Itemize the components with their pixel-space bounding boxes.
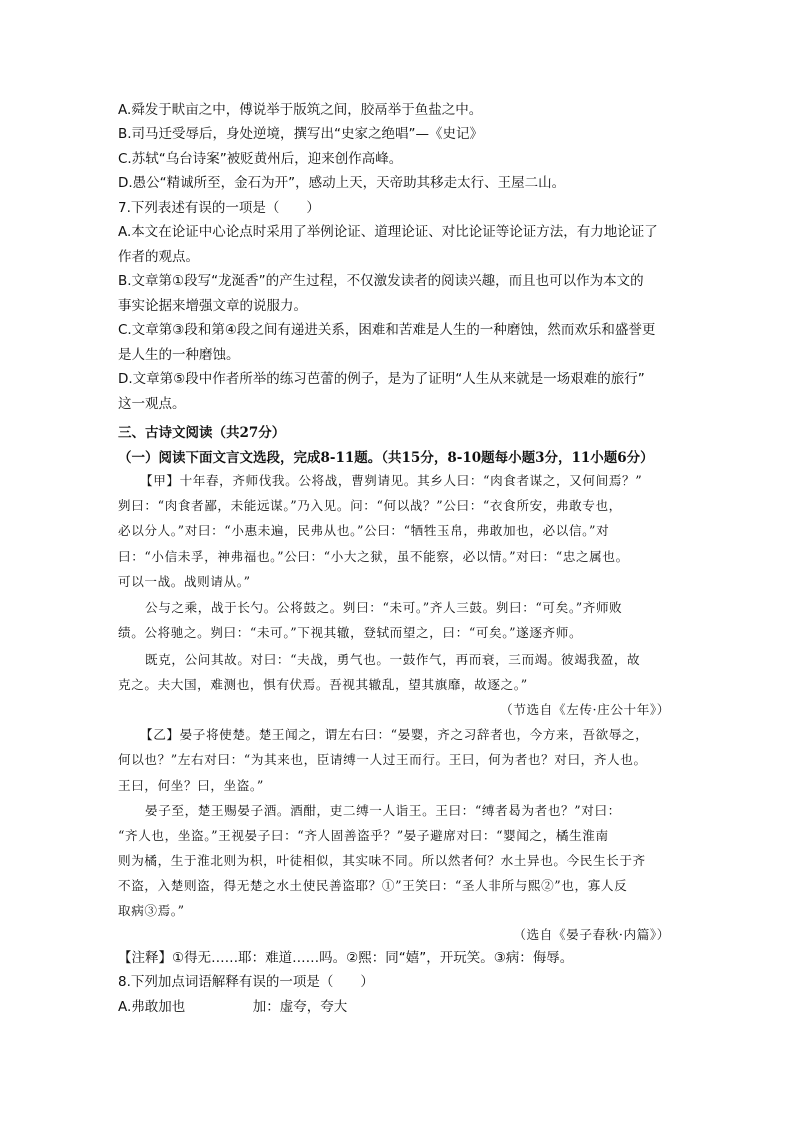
question-7: 7.下列表述有误的一项是（ ） [118,200,320,216]
passage-jia-line-8: 既克，公问其故。对曰：“夫战，勇气也。一鼓作气，再而衰，三而竭。彼竭我盈，故 [145,652,641,667]
passage-yi-line-7: 不盗，入楚则盗，得无楚之水土使民善盗耶？①”王笑曰：“圣人非所与熙②”也，寡人反 [118,878,628,893]
passage-yi-line-8: 取病③焉。” [118,903,185,918]
q7-option-c-line-1: C.文章第③段和第④段之间有递进关系，困难和苦难是人生的一种磨蚀，然而欢乐和盛誉更 [118,322,656,338]
q7-option-a-line-1: A.本文在论证中心论点时采用了举例论证、道理论证、对比论证等论证方法，有力地论证了 [118,224,658,240]
passage-yi-line-2: 何以也？”左右对曰：“为其来也，臣请缚一人过王而行。王曰，何为者也？对曰，齐人也。 [118,752,647,767]
q7-option-a-line-2: 作者的观点。 [118,249,199,265]
question-8: 8.下列加点词语解释有误的一项是（ ） [118,974,374,990]
section-heading: 三、古诗文阅读（共27分） [118,425,286,441]
passage-jia-line-1: 【甲】十年春，齐师伐我。公将战，曹刿请见。其乡人曰：“肉食者谋之，又何间焉？” [140,473,643,488]
q7-option-d-line-2: 这一观点。 [118,396,186,412]
option-b-line: B.司马迁受辱后，身处逆境，撰写出“史家之绝唱”—《史记》 [118,126,484,142]
passage-jia-line-4: 曰：“小信未孚，神弗福也。”公曰：“小大之狱，虽不能察，必以情。”对曰：“忠之属也。 [118,549,629,564]
passage-jia-line-5: 可以一战。战则请从。” [118,574,251,589]
passage-jia-line-6: 公与之乘，战于长勺。公将鼓之。刿曰：“未可。”齐人三鼓。刿曰：“可矣。”齐师败 [145,600,623,615]
q7-option-c-line-2: 是人生的一种磨蚀。 [118,347,240,363]
passage-yi-line-6: 则为橘，生于淮北则为枳，叶徒相似，其实味不同。所以然者何？水土异也。今民生长于齐 [118,853,646,868]
passage-yi-line-1: 【乙】晏子将使楚。楚王闻之，谓左右曰：“晏婴，齐之习辞者也，今方来，吾欲辱之， [140,727,649,742]
option-d-line: D.愚公“精诚所至，金石为开”，感动上天，天帝助其移走太行、王屋二山。 [118,175,566,191]
subsection-heading: （一）阅读下面文言文选段，完成8-11题。（共15分，8-10题每小题3分，11小题6分） [118,450,654,466]
q7-option-d-line-1: D.文章第⑤段中作者所举的练习芭蕾的例子，是为了证明“人生从来就是一场艰难的旅行” [118,371,645,387]
passage-jia-line-2: 刿曰：“肉食者鄙，未能远谋。”乃入见。问：“何以战？”公曰：“衣食所安，弗敢专也， [118,498,622,513]
passage-yi-line-5: “齐人也，坐盗。”王视晏子曰：“齐人固善盗乎？”晏子避席对曰：“婴闻之，橘生淮南 [118,828,609,843]
passage-yi-line-4: 晏子至，楚王赐晏子酒。酒酣，吏二缚一人诣王。王曰：“缚者曷为者也？”对曰： [145,803,621,818]
q7-option-b-line-2: 事实论据来增强文章的说服力。 [118,298,307,314]
option-a-line: A.舜发于畎亩之中，傅说举于版筑之间，胶鬲举于鱼盐之中。 [118,102,483,118]
passage-jia-line-3: 必以分人。”对曰：“小惠未遍，民弗从也。”公曰：“牺牲玉帛，弗敢加也，必以信。”对 [118,523,610,538]
q8-option-a: A.弗敢加也 加：虚夸，夸大 [118,999,348,1015]
passage-jia-source: （节选自《左传·庄公十年》） [500,702,670,717]
annotation-note: 【注释】①得无……耶：难道……吗。②熙：同“嬉”，开玩笑。③病：侮辱。 [118,950,574,966]
passage-jia-line-9: 克之。夫大国，难测也，惧有伏焉。吾视其辙乱，望其旗靡，故逐之。” [118,677,528,692]
q7-option-b-line-1: B.文章第①段写“龙涎香”的产生过程，不仅激发读者的阅读兴趣，而且也可以作为本文的 [118,273,644,289]
passage-jia-line-7: 绩。公将驰之。刿曰：“未可。”下视其辙，登轼而望之，曰：“可矣。”遂逐齐师。 [118,625,583,640]
passage-yi-line-3: 王曰，何坐？曰，坐盗。” [118,778,264,793]
option-c-line: C.苏轼“乌台诗案”被贬黄州后，迎来创作高峰。 [118,151,403,167]
passage-yi-source: （选自《晏子春秋·内篇》） [513,927,670,942]
